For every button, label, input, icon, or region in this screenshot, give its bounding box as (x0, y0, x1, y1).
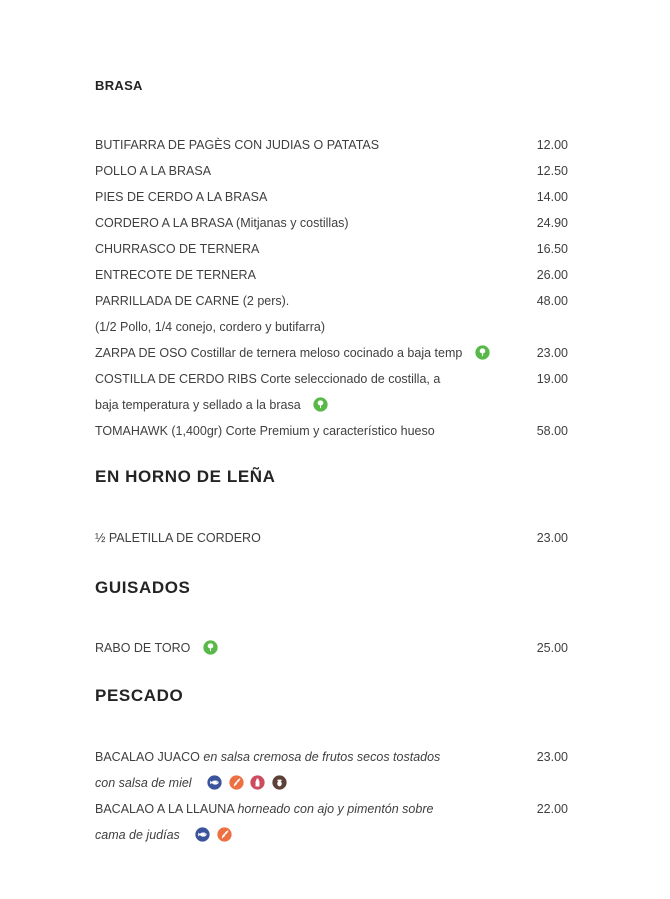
item-price: 23.00 (536, 750, 568, 764)
menu-item-row (95, 288, 568, 314)
menu-item-continuation-row (95, 770, 568, 796)
milk-allergen-icon (250, 775, 265, 790)
allergen-icon-group (195, 827, 231, 842)
nut-allergen-icon (272, 775, 287, 790)
item-price: 23.00 (536, 531, 568, 545)
item-name: BUTIFARRA DE PAGÈS CON JUDIAS O PATATAS (95, 138, 380, 152)
item-description: horneado con ajo y pimentón sobre (237, 802, 434, 816)
menu-item-continuation-row (95, 392, 568, 418)
item-name: PIES DE CERDO A LA BRASA (95, 190, 268, 204)
item-price: 24.90 (536, 216, 568, 230)
menu-item-row (95, 744, 568, 770)
item-name: CHURRASCO DE TERNERA (95, 242, 260, 256)
item-price: 26.00 (536, 268, 568, 282)
allergen-icon-group (207, 775, 286, 790)
fish-allergen-icon (195, 827, 210, 842)
item-description: (1/2 Pollo, 1/4 conejo, cordero y butifarra) (95, 320, 325, 334)
item-name: ENTRECOTE DE TERNERA (95, 268, 256, 282)
menu-item-row (95, 132, 568, 158)
item-name: ½ PALETILLA DE CORDERO (95, 531, 261, 545)
green-badge-icon (475, 345, 490, 360)
item-name: CORDERO A LA BRASA (Mitjanas y costillas) (95, 216, 349, 230)
section-title-horno-de-lena: EN HORNO DE LEÑA (95, 467, 276, 486)
wheat-allergen-icon (229, 775, 244, 790)
menu-item-continuation-row (95, 314, 568, 340)
item-price: 22.00 (536, 802, 568, 816)
menu-item-row (95, 366, 568, 392)
section-title-guisados: GUISADOS (95, 578, 191, 597)
section-title-brasa: BRASA (95, 78, 143, 93)
item-name: BACALAO JUACO (95, 750, 200, 764)
item-price: 48.00 (536, 294, 568, 308)
item-name: COSTILLA DE CERDO RIBS (95, 372, 257, 386)
menu-item-row (95, 525, 568, 551)
item-price: 19.00 (536, 372, 568, 386)
item-name: ZARPA DE OSO (95, 346, 188, 360)
item-description: Costillar de ternera meloso cocinado a baja temp (190, 346, 463, 360)
green-badge-icon (203, 640, 218, 655)
section-title-pescado: PESCADO (95, 686, 184, 705)
menu-item-row (95, 236, 568, 262)
item-price: 25.00 (536, 641, 568, 655)
item-description: en salsa cremosa de frutos secos tostados (203, 750, 441, 764)
fish-allergen-icon (207, 775, 222, 790)
item-description: Corte Premium y característico hueso (225, 424, 435, 438)
item-description: cama de judías (95, 828, 180, 842)
menu-page (95, 0, 568, 848)
item-name: POLLO A LA BRASA (95, 164, 212, 178)
menu-item-continuation-row (95, 822, 568, 848)
item-price: 23.00 (536, 346, 568, 360)
green-badge-icon (313, 397, 328, 412)
item-description: baja temperatura y sellado a la brasa (95, 398, 301, 412)
menu-item-row (95, 418, 568, 444)
menu-item-row (95, 262, 568, 288)
menu-item-row (95, 184, 568, 210)
item-description: Corte seleccionado de costilla, a (260, 372, 441, 386)
item-price: 16.50 (536, 242, 568, 256)
menu-item-row (95, 340, 568, 366)
item-description: con salsa de miel (95, 776, 192, 790)
item-price: 14.00 (536, 190, 568, 204)
item-price: 12.00 (536, 138, 568, 152)
item-price: 58.00 (536, 424, 568, 438)
menu-item-row (95, 210, 568, 236)
item-name: BACALAO A LA LLAUNA (95, 802, 234, 816)
menu-item-row (95, 158, 568, 184)
item-name: RABO DE TORO (95, 641, 191, 655)
menu-item-row (95, 635, 568, 661)
wheat-allergen-icon (217, 827, 232, 842)
item-name: TOMAHAWK (1,400gr) (95, 424, 223, 438)
item-name: PARRILLADA DE CARNE (2 pers). (95, 294, 290, 308)
menu-item-row (95, 796, 568, 822)
item-price: 12.50 (536, 164, 568, 178)
